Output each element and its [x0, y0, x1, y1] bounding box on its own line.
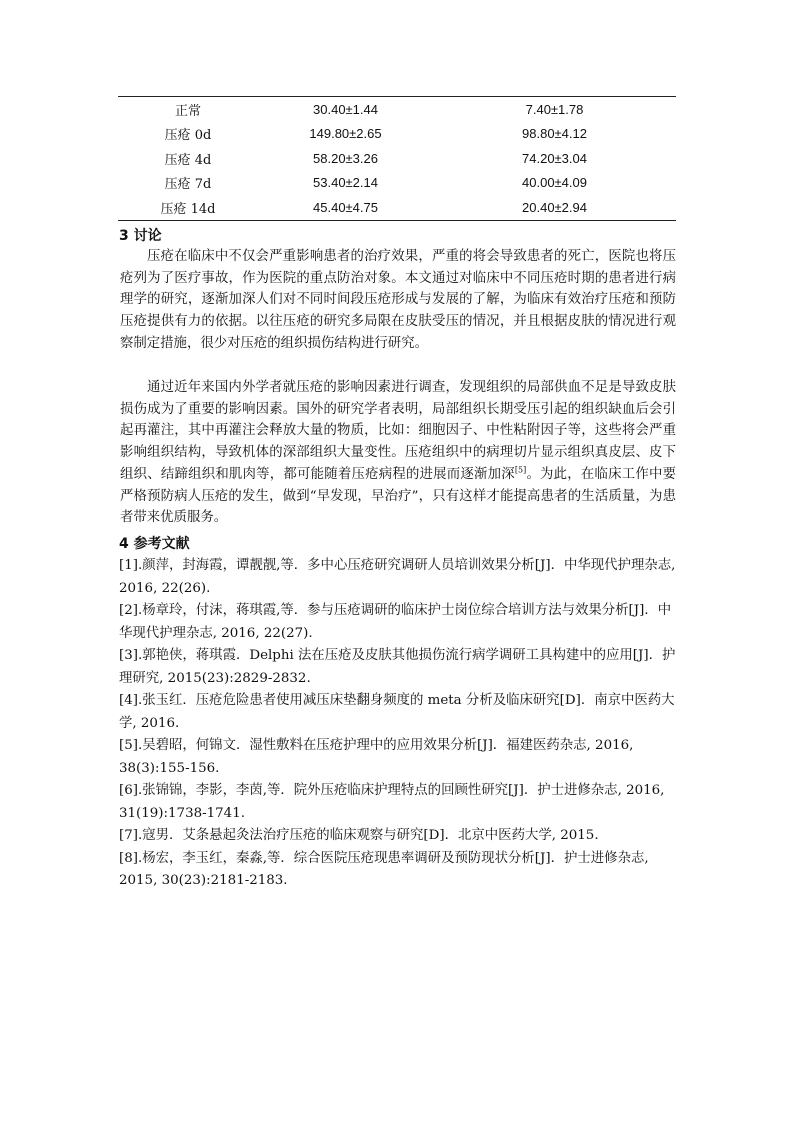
reference-item: [5].吴碧昭，何锦文．湿性敷料在压疮护理中的应用效果分析[J]．福建医药杂志, 2016, 38(3):155-156. — [119, 738, 634, 776]
reference-item: [3].郭艳侠，蒋琪霞．Delphi 法在压疮及皮肤其他损伤流行病学调研工具构建中的应用[J]．护理研究, 2015(23):2829-2832. — [119, 648, 676, 686]
discussion-paragraph: 压疮在临床中不仅会严重影响患者的治疗效果，严重的将会导致患者的死亡，医院也将压疮列为了医疗事故，作为医院的重点防治对象。本文通过对临床中不同压疮时期的患者进行病理学的研究，逐渐加深人们对不同时间段压疮形成与发展的了解，为临床有效治疗压疮和预防压疮提供有力的依据。以往压疮的研究多局限在皮肤受压的情况，并且根据皮肤的情况进行观察制定措施，很少对压疮的组织损伤结构进行研究。 — [120, 249, 676, 351]
reference-item: [7].寇男．艾条悬起灸法治疗压疮的临床观察与研究[D]．北京中医药大学, 2015. — [119, 828, 599, 843]
value-cell: 20.40±2.94 — [433, 195, 676, 220]
references-heading: 4 参考文献 — [119, 536, 190, 552]
value-cell: 45.40±4.75 — [258, 195, 433, 220]
table-row — [118, 195, 676, 220]
value-cell: 58.20±3.26 — [313, 150, 378, 166]
table-row — [118, 97, 676, 122]
row-label: 压疮 7d — [164, 177, 212, 193]
data-table — [118, 96, 676, 221]
row-label: 压疮 4d — [164, 152, 212, 168]
value-cell: 74.20±3.04 — [522, 150, 587, 166]
reference-item: [6].张锦锦，李影，李茵,等．院外压疮临床护理特点的回顾性研究[J]．护士进修杂志, 2016, 31(19):1738-1741. — [119, 783, 665, 821]
table-row — [118, 171, 676, 196]
paragraph-text: 。为此，在临床工作中要严格预防病人压疮的发生，做到“早发现，早治疗”，只有这样才能提高患者的生活质量，为患者带来优质服务。 — [120, 466, 676, 526]
value-cell: 98.80±4.12 — [522, 126, 587, 142]
reference-list — [119, 555, 679, 893]
table-row — [118, 146, 676, 171]
paragraph-text: 通过近年来国内外学者就压疮的影响因素进行调查，发现组织的局部供血不足是导致皮肤损伤成为了重要的影响因素。国外的研究学者表明，局部组织长期受压引起的组织缺血后会引起再灌注，其中再灌注会释放大量的物质，比如：细胞因子、中性粘附因子等，这些将会严重影响组织结构，导致机体的深部组织大量变性。压疮组织中的病理切片显示组织真皮层、皮下组织、结蹄组织和肌肉等，都可能随着压疮病程的进展而逐渐加深 — [120, 380, 676, 482]
discussion-paragraph-2 — [120, 377, 676, 529]
value-cell: 40.00±4.09 — [522, 175, 587, 191]
row-label: 压疮 14d — [118, 195, 258, 220]
reference-item: [2].杨章玲，付沫，蒋琪霞,等．参与压疮调研的临床护士岗位综合培训方法与效果分析[J]．中华现代护理杂志, 2016, 22(27). — [119, 603, 672, 641]
value-cell: 30.40±1.44 — [258, 97, 433, 122]
row-label: 压疮 0d — [164, 128, 212, 144]
reference-item: [4].张玉红．压疮危险患者使用减压床垫翻身频度的 meta 分析及临床研究[D]．南京中医药大学, 2016. — [119, 693, 675, 731]
table-row — [118, 122, 676, 147]
value-cell: 7.40±1.78 — [433, 97, 676, 122]
citation-marker: [5] — [514, 465, 527, 475]
value-cell: 149.80±2.65 — [309, 126, 382, 142]
reference-item: [1].颜萍，封海霞，谭靓靓,等．多中心压疮研究调研人员培训效果分析[J]．中华现代护理杂志, 2016, 22(26). — [119, 558, 676, 596]
discussion-heading: 3 讨论 — [119, 228, 162, 244]
row-label: 正常 — [118, 97, 258, 122]
value-cell: 53.40±2.14 — [313, 175, 378, 191]
reference-item: [8].杨宏，李玉红，秦淼,等．综合医院压疮现患率调研及预防现状分析[J]．护士进修杂志, 2015, 30(23):2181-2183. — [119, 850, 649, 888]
